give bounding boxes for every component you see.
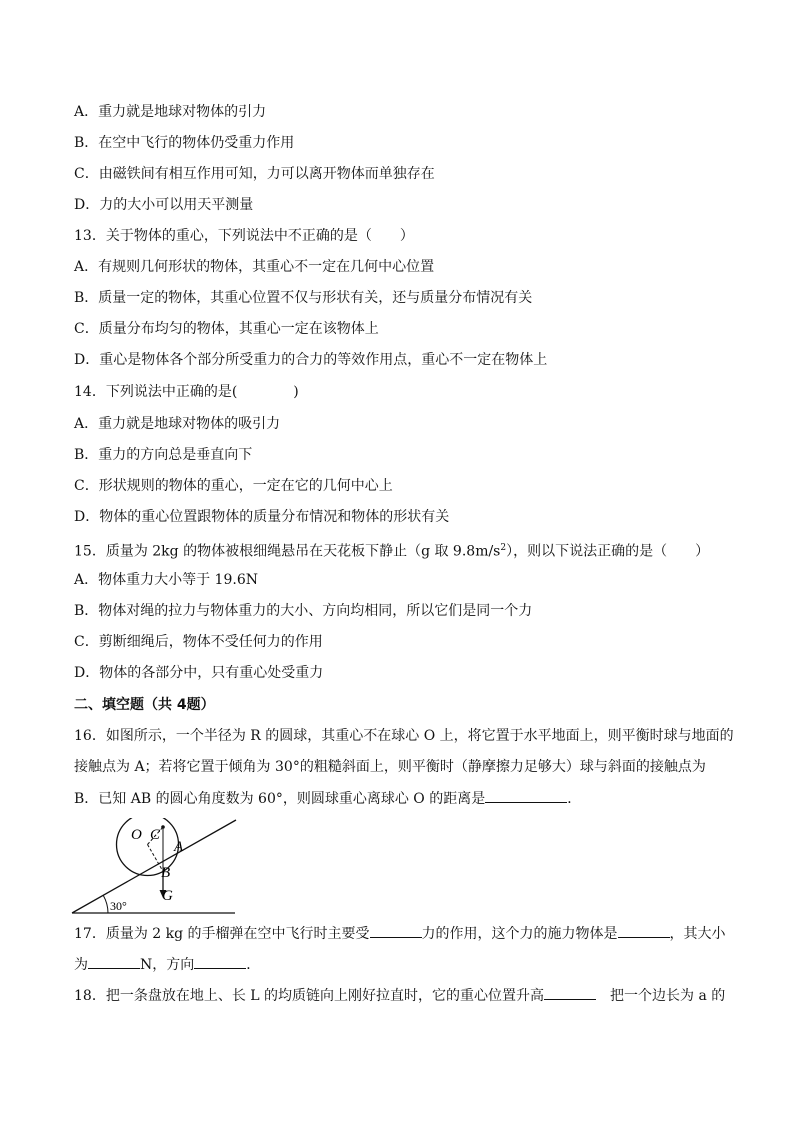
q14-option-b: B．重力的方向总是垂直向下: [74, 447, 253, 463]
q16-figure: [70, 818, 240, 918]
q14-option-a: A．重力就是地球对物体的吸引力: [74, 416, 281, 432]
q14-option-c: C．形状规则的物体的重心，一定在它的几何中心上: [74, 478, 393, 494]
q13-option-d: D．重心是物体各个部分所受重力的合力的等效作用点，重心不一定在物体上: [74, 352, 548, 368]
q12-option-c: C．由磁铁间有相互作用可知，力可以离开物体而单独存在: [74, 166, 435, 182]
q16-line1: 16．如图所示，一个半径为 R 的圆球，其重心不在球心 O 上，将它置于水平地面上，则平衡时球与地面的: [74, 728, 734, 744]
q15-stem-part2: ），则以下说法正确的是（ ）: [506, 543, 710, 560]
q17-blank-force[interactable]: [370, 923, 422, 938]
q17-text-4: 为: [74, 957, 88, 973]
q18-text-1: 18．把一条盘放在地上、长 L 的均质链向上刚好拉直时，它的重心位置升高: [74, 988, 545, 1004]
label-c: C: [150, 827, 161, 843]
q13-option-a: A．有规则几何形状的物体，其重心不一定在几何中心位置: [74, 259, 435, 275]
q15-stem-part1: 15．质量为 2kg 的物体被根细绳悬吊在天花板下静止（g 取 9.8m/s: [74, 543, 501, 560]
q14-option-d: D．物体的重心位置跟物体的质量分布情况和物体的形状有关: [74, 509, 450, 525]
q18-line1: [74, 985, 734, 1006]
q16-line3: [74, 788, 734, 809]
q17-blank-source[interactable]: [618, 923, 670, 938]
label-b: B: [161, 865, 171, 881]
label-g: G: [162, 888, 173, 904]
angle-arc: [103, 896, 108, 913]
q17-text-5: N，方向: [140, 957, 195, 973]
center-of-gravity-dot: [161, 825, 165, 829]
q12-option-d: D．力的大小可以用天平测量: [74, 197, 254, 213]
q17-text-2: 力的作用，这个力的施力物体是: [421, 926, 618, 942]
q16-line2: 接触点为 A；若将它置于倾角为 30°的粗糙斜面上，则平衡时（静摩擦力足够大）球与斜面的接触点为: [74, 759, 706, 775]
q16-line3-text: B．已知 AB 的圆心角度数为 60°，则圆球重心离球心 O 的距离是: [74, 791, 486, 807]
section-title-fill-in: 二、填空题（共 4题）: [74, 697, 215, 713]
label-o: O: [131, 827, 142, 843]
q18-text-2: 把一个边长为 a 的: [596, 988, 726, 1004]
q17-blank-direction[interactable]: [194, 954, 246, 969]
q12-option-a: A．重力就是地球对物体的引力: [74, 104, 267, 120]
q15-option-d: D．物体的各部分中，只有重心处受重力: [74, 665, 324, 681]
q12-option-b: B．在空中飞行的物体仍受重力作用: [74, 135, 295, 151]
q16-answer-blank[interactable]: [485, 788, 567, 803]
q16-line3-end: ．: [567, 791, 582, 807]
q13-option-c: C．质量分布均匀的物体，其重心一定在该物体上: [74, 321, 379, 337]
q14-stem: 14．下列说法中正确的是( ): [74, 384, 299, 400]
q15-option-a: A．物体重力大小等于 19.6N: [74, 572, 258, 588]
q15-stem: [74, 538, 734, 562]
q17-line1: [74, 923, 734, 944]
label-a: A: [174, 839, 184, 855]
q18-blank-height[interactable]: [544, 985, 596, 1000]
q17-text-3: ，其大小: [669, 926, 726, 942]
q15-stem-superscript: 2: [500, 543, 507, 553]
q13-stem: 13．关于物体的重心，下列说法中不正确的是（ ）: [74, 228, 414, 244]
q13-option-b: B．质量一定的物体，其重心位置不仅与形状有关，还与质量分布情况有关: [74, 290, 533, 306]
q17-blank-magnitude[interactable]: [88, 954, 140, 969]
q17-text-6: ．: [246, 957, 261, 973]
q15-option-c: C．剪断细绳后，物体不受任何力的作用: [74, 634, 323, 650]
q17-text-1: 17．质量为 2 kg 的手榴弹在空中飞行时主要受: [74, 926, 370, 942]
angle-label: 30°: [110, 899, 127, 913]
q15-option-b: B．物体对绳的拉力与物体重力的大小、方向均相同，所以它们是同一个力: [74, 603, 533, 619]
q17-line2: [74, 954, 734, 975]
